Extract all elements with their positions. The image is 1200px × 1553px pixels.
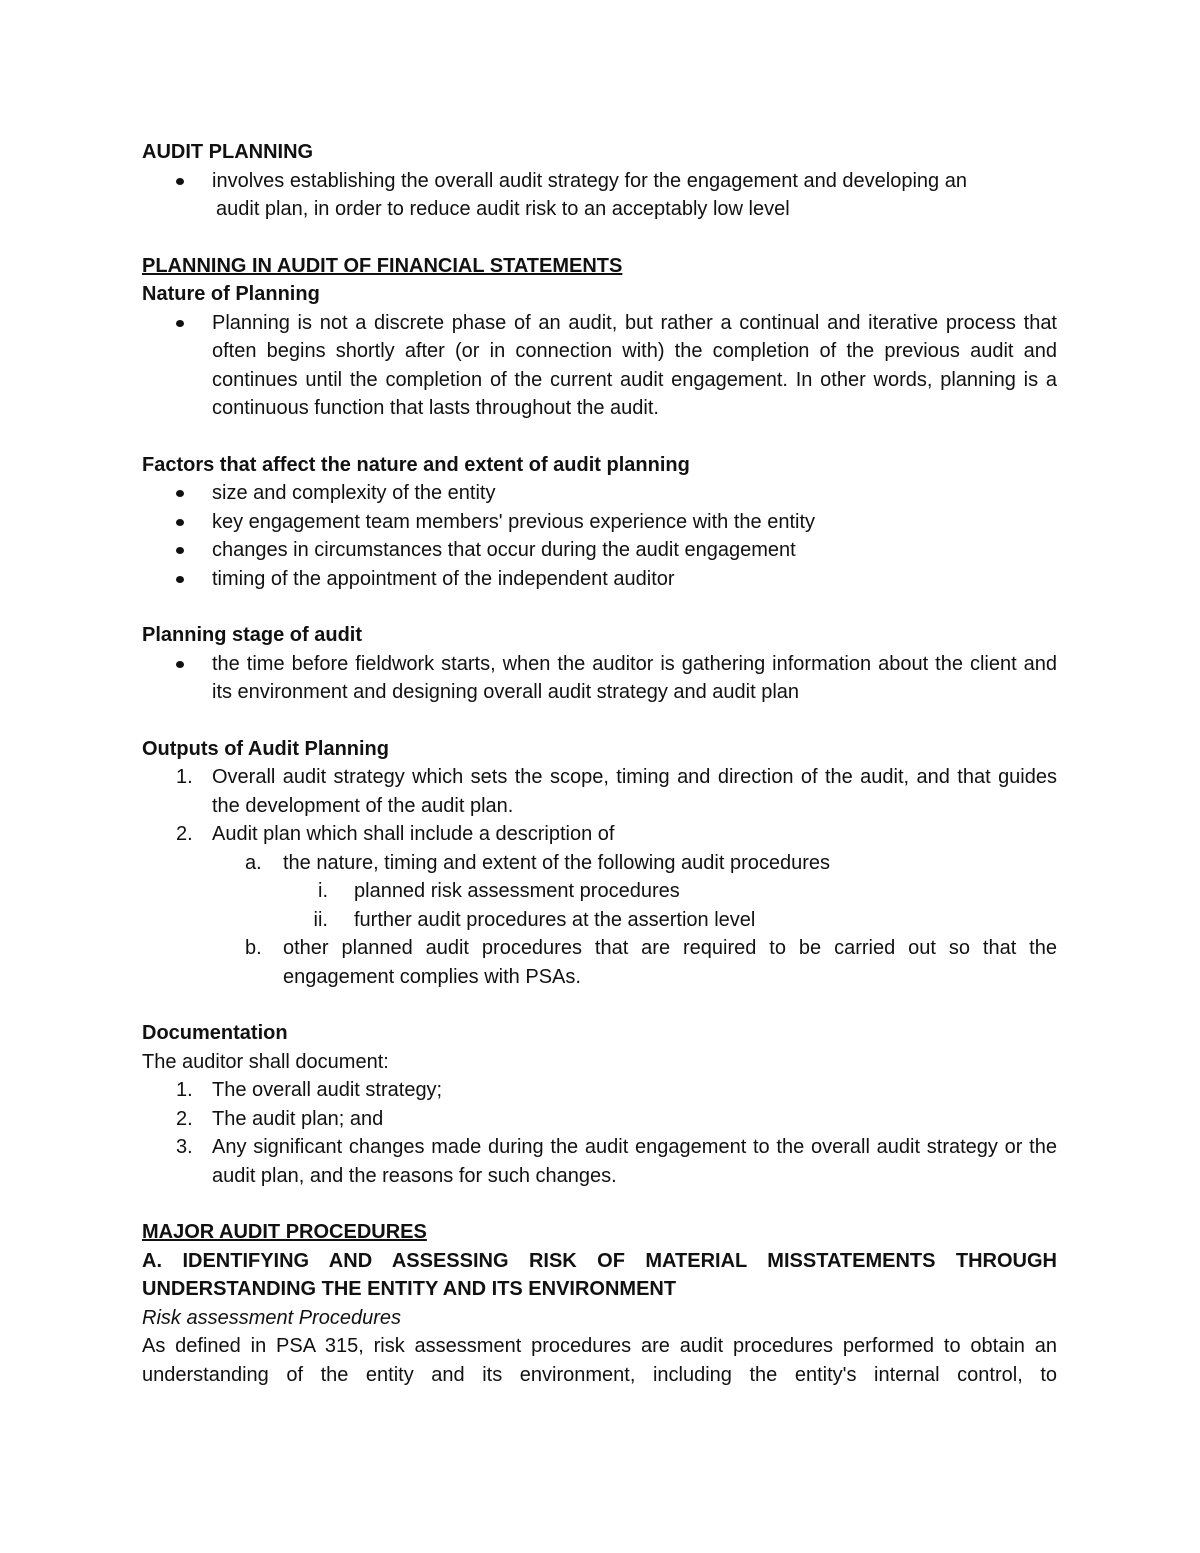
list-item: Planning is not a discrete phase of an audit, but rather a continual and iterative process that often begins shortly after (or in connection with) the completion of the previous audit and continues until the completion of the current audit engagement. In other words, planning is a continuous function that lasts throughout the audit. — [142, 309, 1057, 423]
document-page — [142, 138, 1057, 1389]
risk-assessment-paragraph: As defined in PSA 315, risk assessment procedures are audit procedures performed to obtain an understanding of the entity and its environment, including the entity's internal control, to — [142, 1335, 1057, 1386]
list-marker: 3. — [176, 1136, 193, 1158]
list-item: changes in circumstances that occur during the audit engagement — [142, 536, 1057, 565]
list-marker: ii. — [313, 908, 328, 931]
list-item — [142, 1105, 1057, 1134]
outputs-heading: Outputs of Audit Planning — [142, 737, 389, 760]
list-marker: 2. — [176, 823, 193, 845]
list-item-text: Any significant changes made during the audit engagement to the overall audit strategy or the audit plan, and the reasons for such changes. — [212, 1136, 1057, 1187]
list-marker: 2. — [176, 1107, 193, 1130]
list-item: the time before fieldwork starts, when the auditor is gathering information about the client and its environment and designing overall audit strategy and audit plan — [142, 650, 1057, 707]
outputs-list — [142, 763, 1057, 991]
list-item — [142, 763, 1057, 820]
planning-fs-heading: PLANNING IN AUDIT OF FINANCIAL STATEMENTS — [142, 254, 623, 277]
list-item — [142, 906, 1057, 935]
list-marker: 1. — [176, 1079, 193, 1101]
list-item — [142, 849, 1057, 935]
list-marker: a. — [245, 851, 262, 874]
list-item-text: The audit plan; and — [212, 1107, 384, 1130]
sub-sub-list — [283, 877, 1057, 934]
list-item-text: Audit plan which shall include a description of — [212, 823, 615, 845]
list-item: timing of the appointment of the independent auditor — [142, 565, 1057, 594]
list-item — [142, 1076, 1057, 1105]
bullet-text-line2: audit plan, in order to reduce audit risk to an acceptably low level — [216, 198, 790, 220]
risk-assessment-heading: Risk assessment Procedures — [142, 1306, 401, 1329]
list-item-text: other planned audit procedures that are required to be carried out so that the engagement complies with PSAs. — [283, 937, 1057, 988]
stage-list — [142, 650, 1057, 707]
list-item — [142, 820, 1057, 991]
sub-list — [212, 849, 1057, 992]
documentation-intro: The auditor shall document: — [142, 1050, 389, 1073]
list-marker: b. — [245, 937, 262, 959]
list-marker: 1. — [176, 766, 193, 788]
nature-list — [142, 309, 1057, 423]
list-marker: i. — [318, 880, 328, 902]
section-a-heading: A. IDENTIFYING AND ASSESSING RISK OF MATERIAL MISSTATEMENTS THROUGH UNDERSTANDING THE ENTITY AND ITS ENVIRONMENT — [142, 1249, 1057, 1300]
stage-heading: Planning stage of audit — [142, 624, 363, 646]
nature-heading: Nature of Planning — [142, 283, 320, 305]
list-item-text: further audit procedures at the assertion level — [354, 908, 756, 931]
audit-planning-list — [142, 167, 1057, 224]
list-item-text: the nature, timing and extent of the following audit procedures — [283, 851, 831, 874]
documentation-list — [142, 1076, 1057, 1190]
documentation-heading: Documentation — [142, 1022, 288, 1044]
bullet-text-line1: involves establishing the overall audit strategy for the engagement and developing an — [212, 169, 967, 192]
list-item-text: The overall audit strategy; — [212, 1079, 443, 1101]
list-item-text: planned risk assessment procedures — [354, 880, 680, 902]
list-item — [142, 934, 1057, 991]
audit-planning-heading: AUDIT PLANNING — [142, 141, 314, 163]
list-item — [142, 167, 1057, 224]
factors-list — [142, 479, 1057, 593]
list-item — [142, 1133, 1057, 1190]
list-item — [142, 877, 1057, 906]
list-item-text: Overall audit strategy which sets the scope, timing and direction of the audit, and that guides the development of the audit plan. — [212, 766, 1057, 817]
factors-heading: Factors that affect the nature and extent of audit planning — [142, 453, 690, 476]
list-item: size and complexity of the entity — [142, 479, 1057, 508]
major-procedures-heading: MAJOR AUDIT PROCEDURES — [142, 1221, 427, 1243]
list-item: key engagement team members' previous experience with the entity — [142, 508, 1057, 537]
